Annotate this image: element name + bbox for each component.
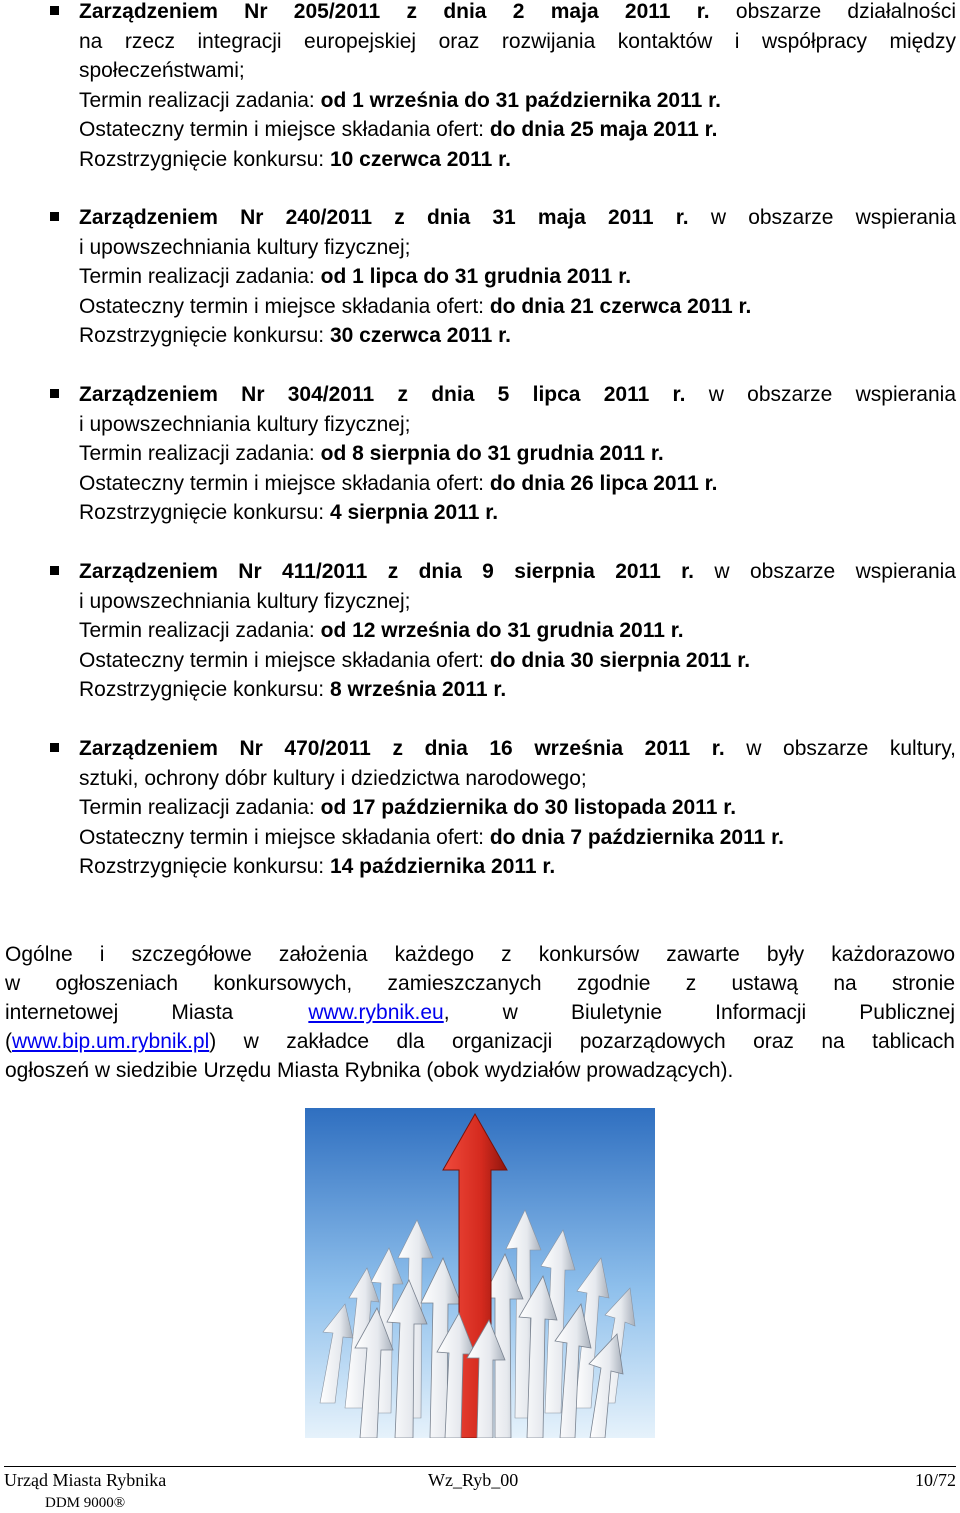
entry-header: Zarządzeniem Nr 411/2011 z dnia 9 sierpnia 2011 r. w obszarze wspierania (79, 560, 956, 583)
summary-paragraph (5, 940, 955, 1085)
rybnik-link[interactable]: www.rybnik.eu (308, 1001, 444, 1024)
footer-doc-code: Wz_Ryb_00 (428, 1470, 519, 1490)
entry-term: Termin realizacji zadania: od 12 września do 31 grudnia 2011 r. (79, 619, 684, 642)
entry-deadline: Ostateczny termin i miejsce składania ofert: do dnia 30 sierpnia 2011 r. (79, 648, 751, 672)
entry-result: Rozstrzygnięcie konkursu: 14 października 2011 r. (79, 855, 556, 878)
summary-line: (www.bip.um.rybnik.pl) w zakładce dla organizacji pozarządowych oraz na tablicach (5, 1030, 955, 1053)
entry-term: Termin realizacji zadania: od 1 września do 31 października 2011 r. (79, 88, 721, 112)
bullet-icon (50, 212, 59, 221)
contest-entry (40, 203, 956, 351)
contest-entry (40, 734, 956, 882)
summary-line: Ogólne i szczegółowe założenia każdego z konkursów zawarte były każdorazowo (5, 943, 955, 966)
entry-result: Rozstrzygnięcie konkursu: 8 września 2011 r. (79, 678, 507, 701)
entry-area: społeczeństwami; (79, 59, 245, 82)
entry-area: i upowszechniania kultury fizycznej; (79, 412, 411, 436)
footer-page-number: 10/72 (914, 1470, 956, 1490)
entry-term: Termin realizacji zadania: od 8 sierpnia do 31 grudnia 2011 r. (79, 442, 664, 465)
entry-area: i upowszechniania kultury fizycznej; (79, 589, 411, 613)
entry-header: Zarządzeniem Nr 304/2011 z dnia 5 lipca 2011 r. w obszarze wspierania (79, 383, 957, 406)
footer-standard: DDM 9000® (45, 1495, 126, 1511)
entry-deadline: Ostateczny termin i miejsce składania ofert: do dnia 7 października 2011 r. (79, 825, 784, 849)
bullet-icon (50, 389, 59, 398)
summary-line: ogłoszeń w siedzibie Urzędu Miasta Rybnika (obok wydziałów prowadzących). (5, 1059, 734, 1082)
bip-link[interactable]: www.bip.um.rybnik.pl (12, 1030, 210, 1053)
contest-entry (40, 557, 956, 705)
entry-area: sztuki, ochrony dóbr kultury i dziedzictwa narodowego; (79, 766, 587, 790)
entry-result: Rozstrzygnięcie konkursu: 10 czerwca 2011 r. (79, 147, 511, 171)
entry-deadline: Ostateczny termin i miejsce składania ofert: do dnia 21 czerwca 2011 r. (79, 294, 752, 318)
entry-term: Termin realizacji zadania: od 1 lipca do 31 grudnia 2011 r. (79, 265, 632, 288)
footer-divider (4, 1466, 956, 1467)
entry-term: Termin realizacji zadania: od 17 października do 30 listopada 2011 r. (79, 796, 737, 819)
entry-result: Rozstrzygnięcie konkursu: 30 czerwca 2011 r. (79, 324, 511, 347)
entry-area: na rzecz integracji europejskiej oraz rozwijania kontaktów i współpracy między (79, 29, 956, 53)
bullet-icon (50, 6, 59, 15)
entry-result: Rozstrzygnięcie konkursu: 4 sierpnia 2011 r. (79, 501, 499, 524)
entry-deadline: Ostateczny termin i miejsce składania ofert: do dnia 25 maja 2011 r. (79, 118, 718, 141)
footer-office: Urząd Miasta Rybnika (4, 1470, 167, 1490)
bullet-icon (50, 743, 59, 752)
contest-entry (40, 380, 956, 528)
summary-line: w ogłoszeniach konkursowych, zamieszczanych zgodnie z ustawą na stronie (5, 972, 955, 995)
entry-deadline: Ostateczny termin i miejsce składania ofert: do dnia 26 lipca 2011 r. (79, 471, 718, 495)
entry-area: i upowszechniania kultury fizycznej; (79, 235, 411, 259)
summary-line: internetowej Miasta www.rybnik.eu, w Biuletynie Informacji Publicznej (5, 1001, 956, 1024)
bullet-icon (50, 566, 59, 575)
entry-header: Zarządzeniem Nr 470/2011 z dnia 16 września 2011 r. w obszarze kultury, (79, 737, 956, 760)
contest-entry (40, 0, 956, 174)
arrows-growth-icon (305, 1108, 655, 1438)
entry-header: Zarządzeniem Nr 205/2011 z dnia 2 maja 2011 r. obszarze działalności (79, 0, 956, 23)
entry-header: Zarządzeniem Nr 240/2011 z dnia 31 maja 2011 r. w obszarze wspierania (79, 206, 957, 229)
